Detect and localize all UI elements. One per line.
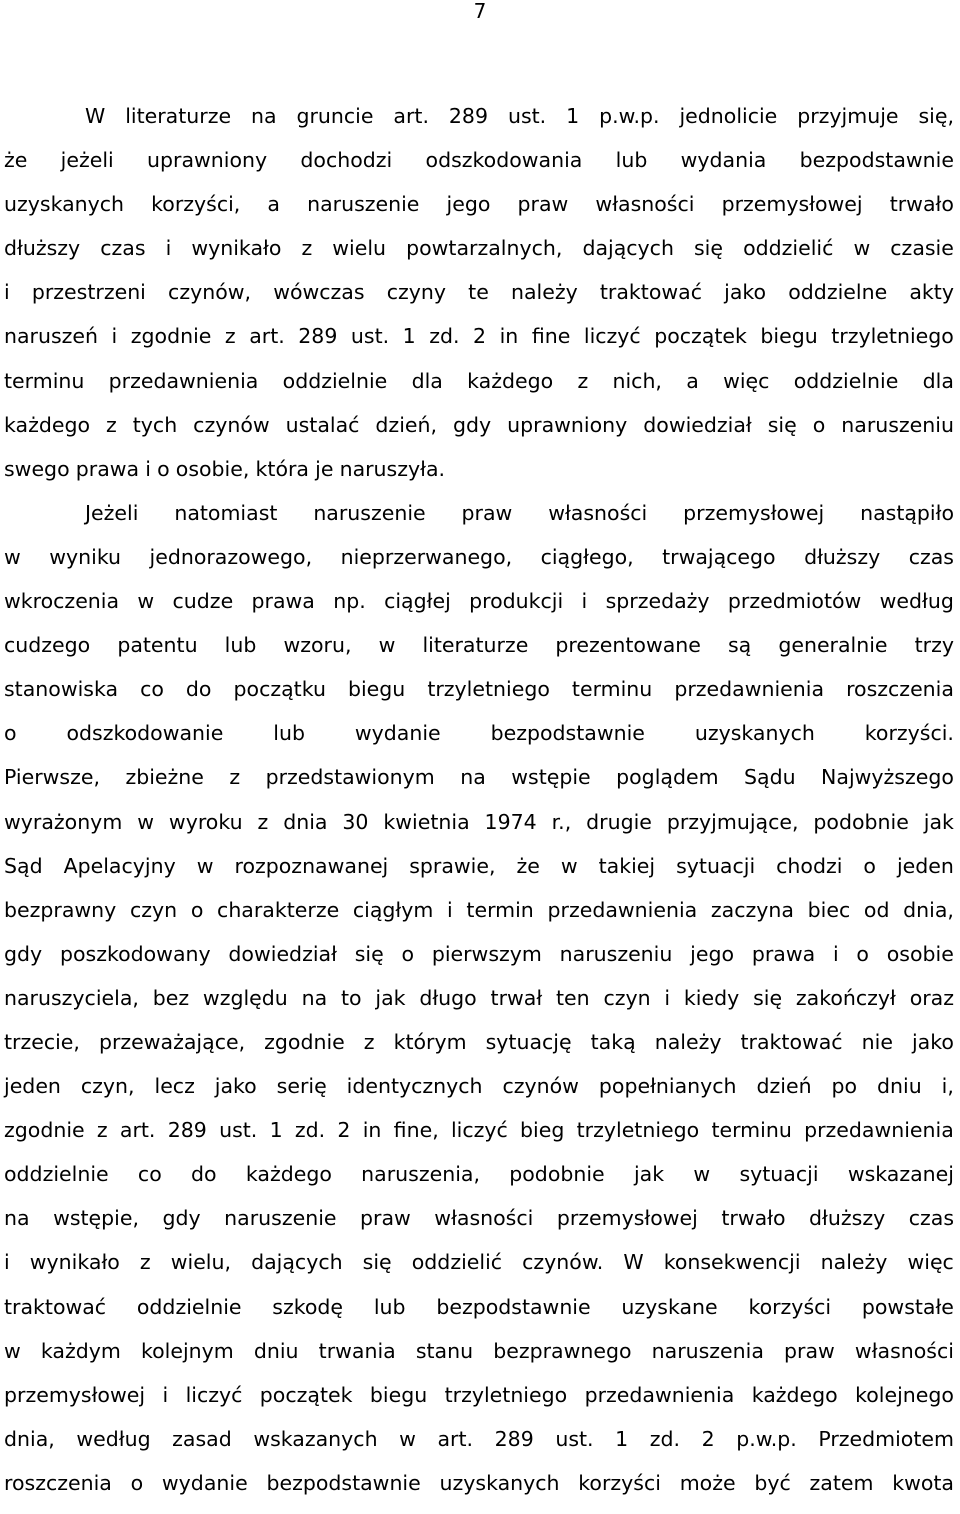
text-line: jeden czyn, lecz jako serię identycznych czynów popełnianych dzień po dniu i,	[4, 1074, 954, 1099]
text-line: każdego z tych czynów ustalać dzień, gdy uprawniony dowiedział się o naruszeniu	[4, 412, 954, 437]
text-line: i wynikało z wielu, dających się oddzielić czynów. W konsekwencji należy więc	[4, 1250, 954, 1275]
text-line: swego prawa i o osobie, która je naruszyła.	[4, 456, 446, 481]
text-line: że jeżeli uprawniony dochodzi odszkodowania lub wydania bezpodstawnie	[4, 148, 954, 173]
text-line: wyrażonym w wyroku z dnia 30 kwietnia 1974 r., drugie przyjmujące, podobnie jak	[4, 809, 954, 834]
text-line: w każdym kolejnym dniu trwania stanu bezprawnego naruszenia praw własności	[4, 1338, 954, 1363]
text-line: dłuższy czas i wynikało z wielu powtarzalnych, dających się oddzielić w czasie	[4, 236, 954, 261]
text-line: Sąd Apelacyjny w rozpoznawanej sprawie, że w takiej sytuacji chodzi o jeden	[4, 853, 954, 878]
text-line: traktować oddzielnie szkodę lub bezpodstawnie uzyskane korzyści powstałe	[4, 1294, 954, 1319]
text-line: przemysłowej i liczyć początek biegu trzyletniego przedawnienia każdego kolejnego	[4, 1382, 954, 1407]
text-line: gdy poszkodowany dowiedział się o pierwszym naruszeniu jego prawa i o osobie	[4, 941, 954, 966]
text-line: terminu przedawnienia oddzielnie dla każdego z nich, a więc oddzielnie dla	[4, 368, 954, 393]
text-line: naruszeń i zgodnie z art. 289 ust. 1 zd. 2 in fine liczyć początek biegu trzyletniego	[4, 324, 954, 349]
text-line: zgodnie z art. 289 ust. 1 zd. 2 in fine, liczyć bieg trzyletniego terminu przedawnienia	[4, 1118, 954, 1143]
text-line: cudzego patentu lub wzoru, w literaturze prezentowane są generalnie trzy	[4, 633, 954, 658]
text-line: na wstępie, gdy naruszenie praw własności przemysłowej trwało dłuższy czas	[4, 1206, 954, 1231]
text-line: oddzielnie co do każdego naruszenia, podobnie jak w sytuacji wskazanej	[4, 1162, 954, 1187]
text-line: stanowiska co do początku biegu trzyletniego terminu przedawnienia roszczenia	[4, 677, 954, 702]
text-line: o odszkodowanie lub wydanie bezpodstawnie uzyskanych korzyści.	[4, 721, 954, 746]
text-line: Jeżeli natomiast naruszenie praw własności przemysłowej nastąpiło	[85, 500, 954, 525]
text-line: W literaturze na gruncie art. 289 ust. 1 p.w.p. jednolicie przyjmuje się,	[85, 104, 954, 128]
text-line: Pierwsze, zbieżne z przedstawionym na wstępie poglądem Sądu Najwyższego	[4, 765, 954, 790]
page-number: 7	[473, 0, 487, 23]
text-line: dnia, według zasad wskazanych w art. 289 ust. 1 zd. 2 p.w.p. Przedmiotem	[4, 1426, 954, 1451]
text-line: w wyniku jednorazowego, nieprzerwanego, ciągłego, trwającego dłuższy czas	[4, 544, 954, 569]
paragraph	[4, 491, 954, 1505]
text-line: trzecie, przeważające, zgodnie z którym sytuację taką należy traktować nie jako	[4, 1029, 954, 1054]
paragraph	[4, 94, 954, 491]
text-line: wkroczenia w cudze prawa np. ciągłej produkcji i sprzedaży przedmiotów według	[4, 589, 954, 614]
text-line: uzyskanych korzyści, a naruszenie jego praw własności przemysłowej trwało	[4, 192, 954, 217]
document-body	[4, 94, 954, 1505]
text-line: naruszyciela, bez względu na to jak długo trwał ten czyn i kiedy się zakończył oraz	[4, 985, 954, 1010]
text-line: bezprawny czyn o charakterze ciągłym i termin przedawnienia zaczyna biec od dnia,	[4, 897, 954, 922]
text-line: i przestrzeni czynów, wówczas czyny te należy traktować jako oddzielne akty	[4, 280, 954, 305]
text-line: roszczenia o wydanie bezpodstawnie uzyskanych korzyści może być zatem kwota	[4, 1470, 954, 1495]
